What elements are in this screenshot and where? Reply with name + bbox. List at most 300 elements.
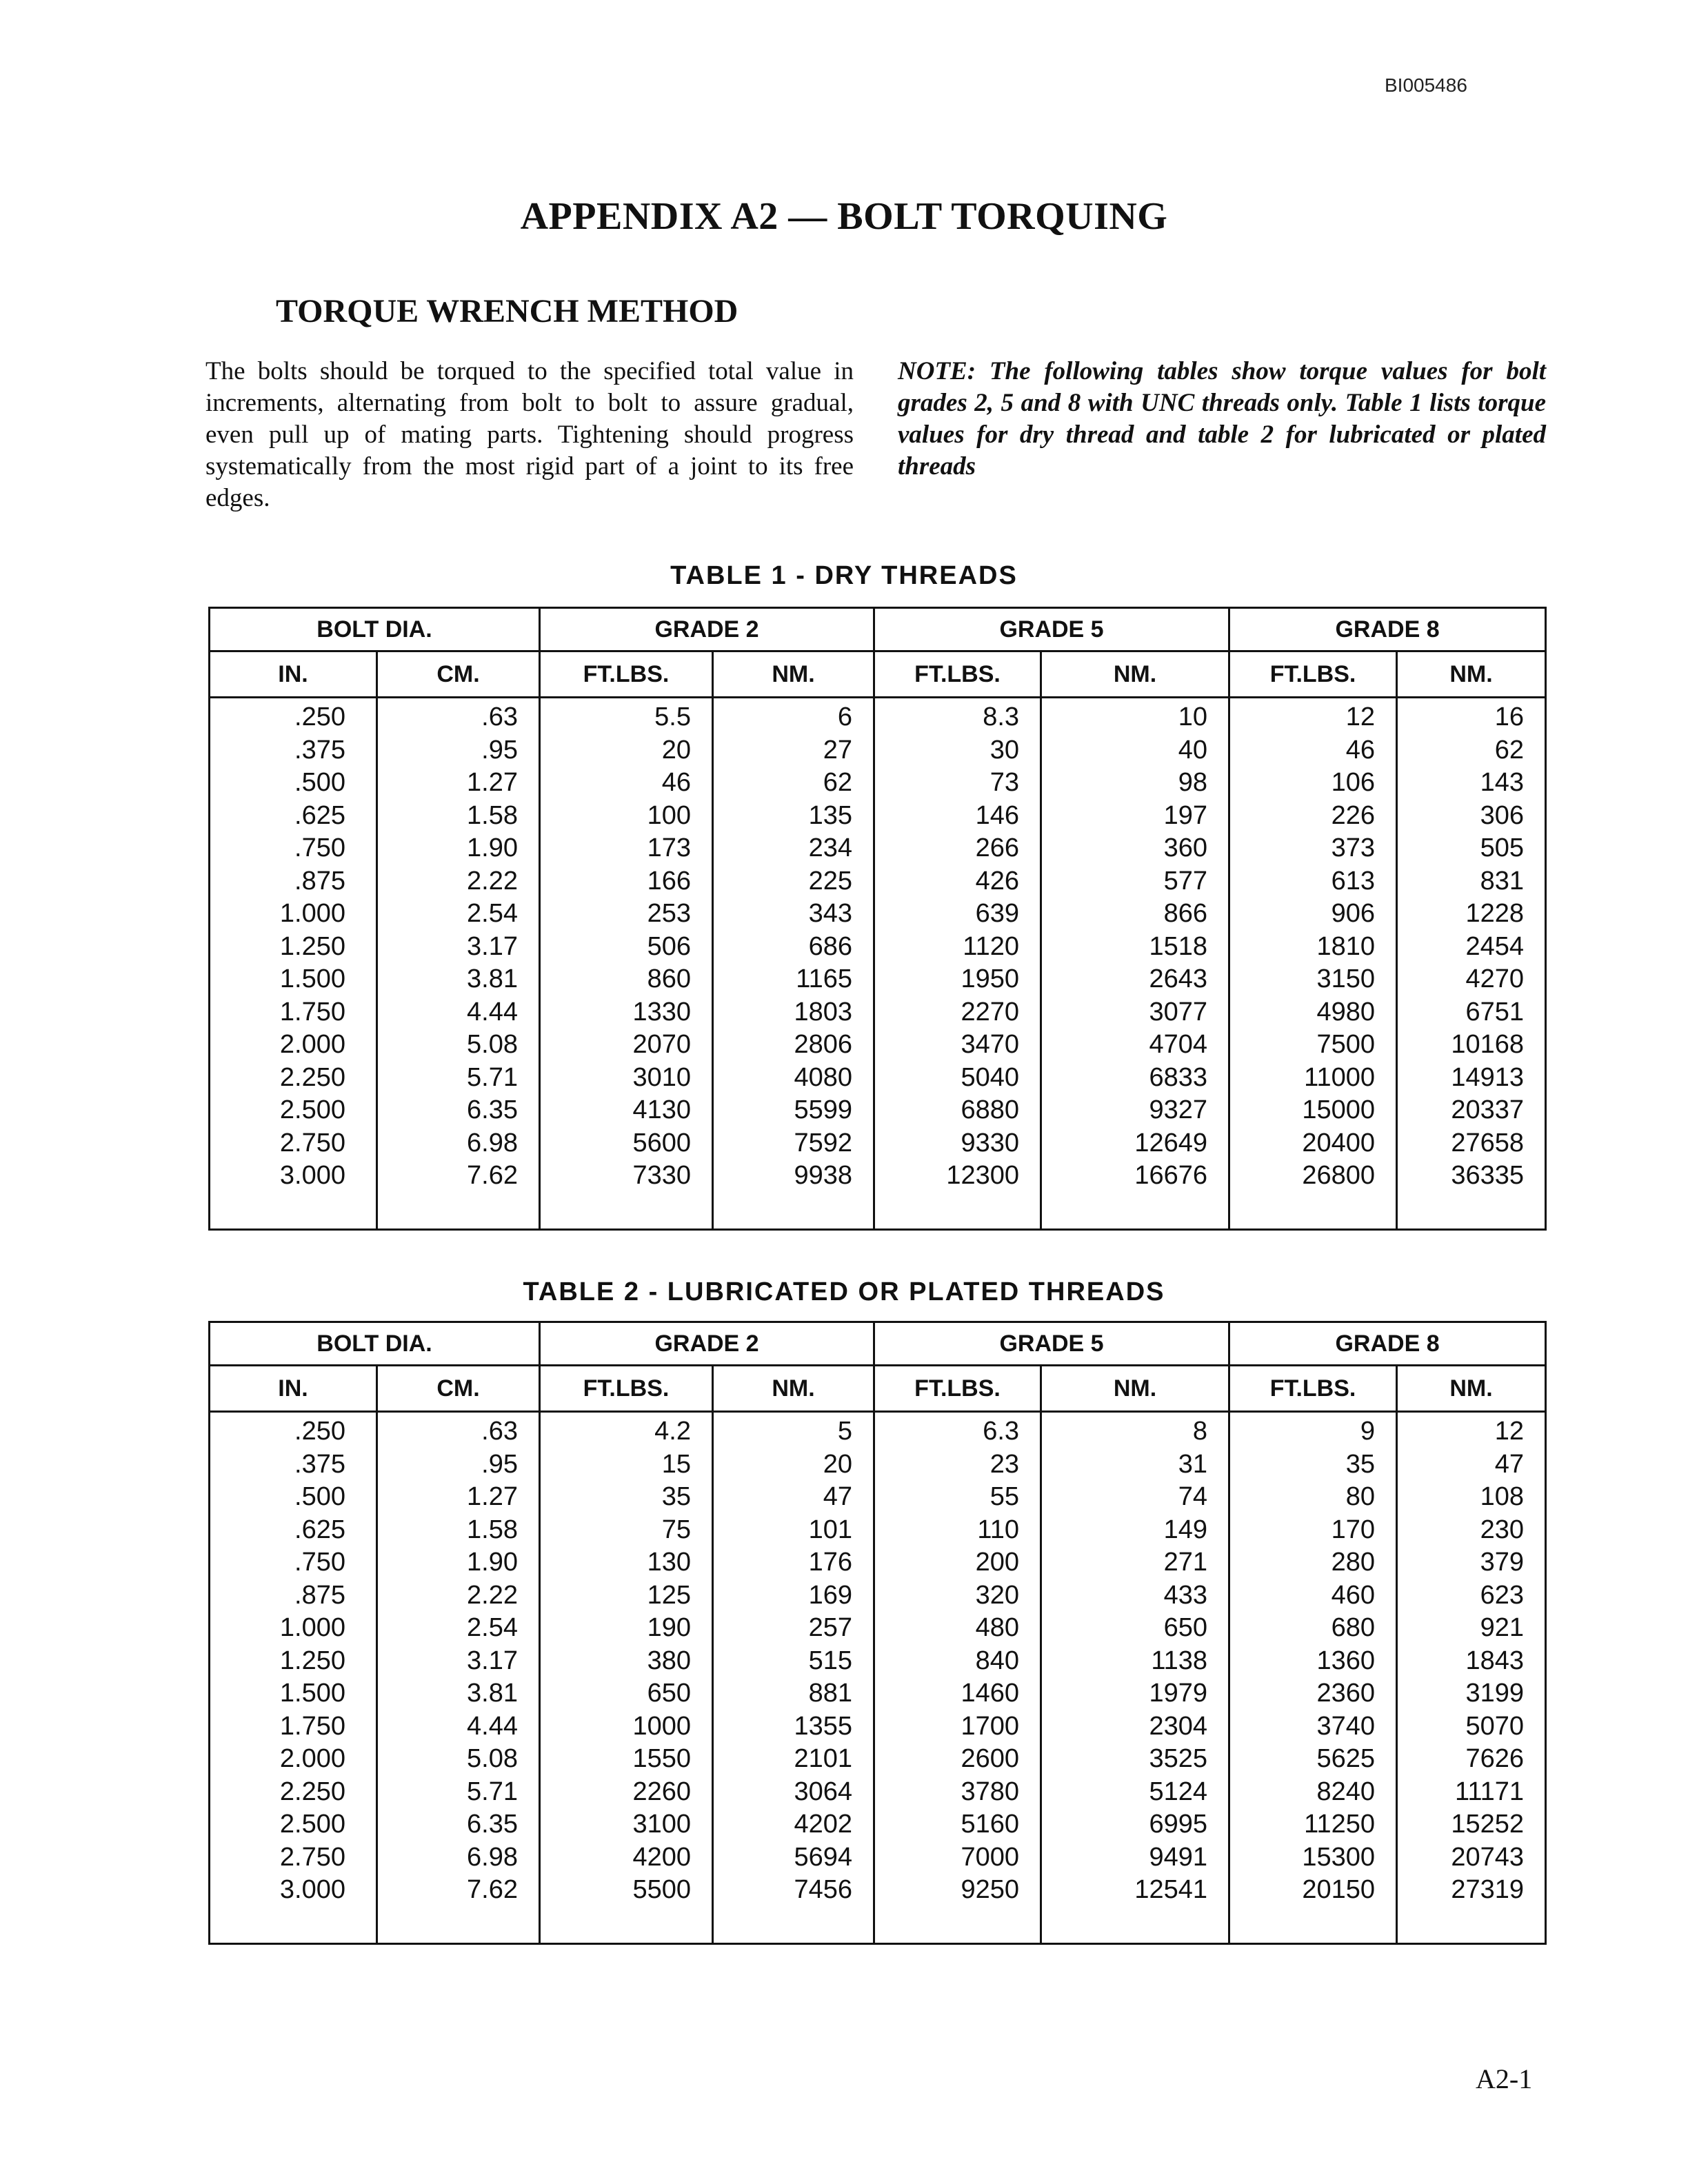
- in-cell: 3.000: [210, 1874, 377, 1943]
- grade5-ftlbs-cell: 146: [874, 800, 1041, 833]
- grade2-ftlbs-header: FT.LBS.: [540, 651, 713, 698]
- grade8-nm-cell: 623: [1397, 1579, 1546, 1612]
- grade8-nm-cell: 36335: [1397, 1160, 1546, 1229]
- in-cell: 2.750: [210, 1841, 377, 1874]
- grade2-ftlbs-cell: 130: [540, 1546, 713, 1579]
- grade5-ftlbs-cell: 2600: [874, 1743, 1041, 1776]
- grade2-nm-cell: 5694: [713, 1841, 874, 1874]
- table2-row: [210, 1481, 1546, 1514]
- in-cell: 3.000: [210, 1160, 377, 1229]
- grade8-header: GRADE 8: [1229, 1322, 1546, 1366]
- intro-paragraph: The bolts should be torqued to the specified total value in increments, alternating from bolt to bolt to assure gradual, even pull up of mating parts. Tightening should progress systematically from the most rigid part of a joint to its free edges.: [205, 357, 854, 512]
- cm-cell: 5.08: [377, 1743, 540, 1776]
- grade2-ftlbs-cell: 190: [540, 1612, 713, 1645]
- table1-row: [210, 963, 1546, 996]
- in-cell: 2.750: [210, 1127, 377, 1160]
- grade8-ftlbs-cell: 12: [1229, 701, 1397, 734]
- cm-cell: 4.44: [377, 996, 540, 1029]
- grade2-nm-cell: 62: [713, 767, 874, 800]
- cm-cell: 5.71: [377, 1776, 540, 1809]
- in-cell: 1.000: [210, 898, 377, 931]
- grade5-nm-cell: 360: [1041, 832, 1229, 865]
- in-cell: .750: [210, 832, 377, 865]
- cm-cell: 7.62: [377, 1160, 540, 1229]
- table2-row: [210, 1645, 1546, 1678]
- table1-row: [210, 1160, 1546, 1229]
- grade2-nm-cell: 20: [713, 1448, 874, 1482]
- grade5-nm-cell: 149: [1041, 1514, 1229, 1547]
- table1-row: [210, 996, 1546, 1029]
- grade2-ftlbs-cell: 4.2: [540, 1415, 713, 1448]
- grade8-nm-cell: 4270: [1397, 963, 1546, 996]
- grade8-ftlbs-cell: 8240: [1229, 1776, 1397, 1809]
- table1-row: [210, 898, 1546, 931]
- grade2-ftlbs-cell: 506: [540, 931, 713, 964]
- grade2-ftlbs-cell: 4200: [540, 1841, 713, 1874]
- grade2-ftlbs-cell: 5600: [540, 1127, 713, 1160]
- grade8-nm-cell: 306: [1397, 800, 1546, 833]
- table1-row: [210, 1127, 1546, 1160]
- table2-row: [210, 1808, 1546, 1841]
- grade8-nm-cell: 15252: [1397, 1808, 1546, 1841]
- grade8-nm-cell: 2454: [1397, 931, 1546, 964]
- in-cell: .750: [210, 1546, 377, 1579]
- grade2-nm-cell: 176: [713, 1546, 874, 1579]
- grade2-nm-cell: 47: [713, 1481, 874, 1514]
- grade2-nm-cell: 2806: [713, 1029, 874, 1062]
- grade8-ftlbs-cell: 280: [1229, 1546, 1397, 1579]
- grade5-ftlbs-cell: 426: [874, 865, 1041, 898]
- table2-row: [210, 1579, 1546, 1612]
- cm-cell: 3.17: [377, 1645, 540, 1678]
- grade5-nm-cell: 6833: [1041, 1062, 1229, 1095]
- grade2-ftlbs-cell: 35: [540, 1481, 713, 1514]
- cm-cell: .95: [377, 734, 540, 767]
- grade8-ftlbs-cell: 20400: [1229, 1127, 1397, 1160]
- grade8-ftlbs-cell: 613: [1229, 865, 1397, 898]
- grade8-ftlbs-cell: 4980: [1229, 996, 1397, 1029]
- in-cell: .250: [210, 701, 377, 734]
- grade5-nm-cell: 3077: [1041, 996, 1229, 1029]
- grade8-ftlbs-cell: 26800: [1229, 1160, 1397, 1229]
- grade5-nm-cell: 5124: [1041, 1776, 1229, 1809]
- grade5-ftlbs-cell: 320: [874, 1579, 1041, 1612]
- cm-cell: 2.54: [377, 1612, 540, 1645]
- document-id: BI005486: [1385, 74, 1467, 96]
- in-cell: 2.000: [210, 1743, 377, 1776]
- in-cell: .500: [210, 1481, 377, 1514]
- grade8-ftlbs-cell: 35: [1229, 1448, 1397, 1482]
- grade2-ftlbs-header: FT.LBS.: [540, 1366, 713, 1412]
- grade8-nm-cell: 11171: [1397, 1776, 1546, 1809]
- grade5-ftlbs-cell: 110: [874, 1514, 1041, 1547]
- grade2-nm-cell: 2101: [713, 1743, 874, 1776]
- grade2-nm-cell: 234: [713, 832, 874, 865]
- grade5-nm-cell: 40: [1041, 734, 1229, 767]
- page-number: A2-1: [1476, 2063, 1533, 2094]
- table1-row: [210, 701, 1546, 734]
- grade8-ftlbs-header: FT.LBS.: [1229, 1366, 1397, 1412]
- grade2-nm-cell: 7456: [713, 1874, 874, 1943]
- grade5-nm-cell: 12541: [1041, 1874, 1229, 1943]
- in-cell: 1.500: [210, 1677, 377, 1710]
- cm-cell: 3.81: [377, 1677, 540, 1710]
- grade8-nm-cell: 27658: [1397, 1127, 1546, 1160]
- cm-cell: 2.54: [377, 898, 540, 931]
- grade8-ftlbs-cell: 373: [1229, 832, 1397, 865]
- grade5-nm-cell: 31: [1041, 1448, 1229, 1482]
- grade5-ftlbs-cell: 266: [874, 832, 1041, 865]
- grade2-ftlbs-cell: 100: [540, 800, 713, 833]
- grade2-ftlbs-cell: 860: [540, 963, 713, 996]
- grade8-nm-cell: 3199: [1397, 1677, 1546, 1710]
- grade5-ftlbs-cell: 1120: [874, 931, 1041, 964]
- grade5-nm-header: NM.: [1041, 1366, 1229, 1412]
- grade5-nm-cell: 1979: [1041, 1677, 1229, 1710]
- section-heading: TORQUE WRENCH METHOD: [276, 293, 738, 330]
- grade8-ftlbs-cell: 680: [1229, 1612, 1397, 1645]
- in-cell: 2.500: [210, 1808, 377, 1841]
- grade2-ftlbs-cell: 173: [540, 832, 713, 865]
- grade2-nm-cell: 1803: [713, 996, 874, 1029]
- grade5-ftlbs-cell: 1460: [874, 1677, 1041, 1710]
- grade8-nm-cell: 20743: [1397, 1841, 1546, 1874]
- grade5-ftlbs-cell: 55: [874, 1481, 1041, 1514]
- table1-row: [210, 767, 1546, 800]
- lubricated-threads-table: [208, 1321, 1547, 1945]
- grade8-ftlbs-cell: 20150: [1229, 1874, 1397, 1943]
- cm-cell: 1.27: [377, 767, 540, 800]
- grade8-nm-cell: 143: [1397, 767, 1546, 800]
- grade5-nm-cell: 6995: [1041, 1808, 1229, 1841]
- grade8-nm-cell: 10168: [1397, 1029, 1546, 1062]
- in-cell: .375: [210, 1448, 377, 1482]
- cm-cell: 6.98: [377, 1841, 540, 1874]
- grade8-nm-cell: 62: [1397, 734, 1546, 767]
- in-cell: .500: [210, 767, 377, 800]
- cm-cell: 1.58: [377, 800, 540, 833]
- grade5-nm-cell: 197: [1041, 800, 1229, 833]
- grade2-ftlbs-cell: 253: [540, 898, 713, 931]
- grade2-nm-cell: 169: [713, 1579, 874, 1612]
- grade8-nm-cell: 379: [1397, 1546, 1546, 1579]
- grade8-ftlbs-cell: 906: [1229, 898, 1397, 931]
- grade8-nm-cell: 12: [1397, 1415, 1546, 1448]
- grade8-nm-cell: 47: [1397, 1448, 1546, 1482]
- grade2-nm-cell: 1355: [713, 1710, 874, 1743]
- cm-header: CM.: [377, 1366, 540, 1412]
- grade2-ftlbs-cell: 5500: [540, 1874, 713, 1943]
- in-cell: 1.500: [210, 963, 377, 996]
- grade2-ftlbs-cell: 380: [540, 1645, 713, 1678]
- grade8-ftlbs-cell: 80: [1229, 1481, 1397, 1514]
- grade8-nm-cell: 1843: [1397, 1645, 1546, 1678]
- grade2-ftlbs-cell: 3100: [540, 1808, 713, 1841]
- grade5-ftlbs-cell: 23: [874, 1448, 1041, 1482]
- table1-title: TABLE 1 - DRY THREADS: [670, 561, 1018, 590]
- grade8-ftlbs-cell: 7500: [1229, 1029, 1397, 1062]
- grade5-ftlbs-cell: 30: [874, 734, 1041, 767]
- grade8-nm-cell: 505: [1397, 832, 1546, 865]
- grade5-nm-cell: 8: [1041, 1415, 1229, 1448]
- table1-row: [210, 800, 1546, 833]
- grade8-nm-cell: 921: [1397, 1612, 1546, 1645]
- cm-cell: 1.90: [377, 1546, 540, 1579]
- cm-header: CM.: [377, 651, 540, 698]
- grade5-nm-cell: 433: [1041, 1579, 1229, 1612]
- grade5-ftlbs-cell: 6.3: [874, 1415, 1041, 1448]
- in-cell: .250: [210, 1415, 377, 1448]
- grade8-nm-cell: 5070: [1397, 1710, 1546, 1743]
- in-header: IN.: [210, 651, 377, 698]
- grade2-ftlbs-cell: 15: [540, 1448, 713, 1482]
- grade2-ftlbs-cell: 166: [540, 865, 713, 898]
- table2-row: [210, 1710, 1546, 1743]
- in-cell: 2.250: [210, 1062, 377, 1095]
- grade8-ftlbs-header: FT.LBS.: [1229, 651, 1397, 698]
- grade5-nm-cell: 866: [1041, 898, 1229, 931]
- cm-cell: 5.71: [377, 1062, 540, 1095]
- grade5-ftlbs-cell: 1950: [874, 963, 1041, 996]
- grade2-nm-cell: 881: [713, 1677, 874, 1710]
- table2-row: [210, 1612, 1546, 1645]
- grade5-ftlbs-header: FT.LBS.: [874, 651, 1041, 698]
- grade2-nm-cell: 101: [713, 1514, 874, 1547]
- grade2-ftlbs-cell: 46: [540, 767, 713, 800]
- in-cell: .625: [210, 800, 377, 833]
- in-cell: .875: [210, 865, 377, 898]
- grade5-ftlbs-cell: 5160: [874, 1808, 1041, 1841]
- grade5-nm-cell: 1138: [1041, 1645, 1229, 1678]
- grade8-nm-cell: 27319: [1397, 1874, 1546, 1943]
- grade8-nm-header: NM.: [1397, 651, 1546, 698]
- grade5-nm-cell: 12649: [1041, 1127, 1229, 1160]
- grade5-ftlbs-cell: 200: [874, 1546, 1041, 1579]
- cm-cell: .95: [377, 1448, 540, 1482]
- grade5-nm-cell: 16676: [1041, 1160, 1229, 1229]
- grade2-ftlbs-cell: 7330: [540, 1160, 713, 1229]
- grade5-nm-cell: 74: [1041, 1481, 1229, 1514]
- grade8-ftlbs-cell: 3150: [1229, 963, 1397, 996]
- table1-row: [210, 734, 1546, 767]
- grade8-ftlbs-cell: 5625: [1229, 1743, 1397, 1776]
- grade8-ftlbs-cell: 1810: [1229, 931, 1397, 964]
- grade2-nm-cell: 257: [713, 1612, 874, 1645]
- grade5-nm-cell: 9327: [1041, 1094, 1229, 1127]
- table2-title: TABLE 2 - LUBRICATED OR PLATED THREADS: [523, 1277, 1165, 1306]
- grade8-nm-cell: 230: [1397, 1514, 1546, 1547]
- grade8-nm-cell: 16: [1397, 701, 1546, 734]
- grade5-ftlbs-cell: 1700: [874, 1710, 1041, 1743]
- in-cell: 1.250: [210, 931, 377, 964]
- grade5-ftlbs-cell: 9330: [874, 1127, 1041, 1160]
- grade2-nm-cell: 515: [713, 1645, 874, 1678]
- grade5-ftlbs-cell: 2270: [874, 996, 1041, 1029]
- in-header: IN.: [210, 1366, 377, 1412]
- grade2-header: GRADE 2: [540, 608, 874, 651]
- grade2-nm-cell: 1165: [713, 963, 874, 996]
- table1-row: [210, 1029, 1546, 1062]
- cm-cell: 2.22: [377, 1579, 540, 1612]
- grade2-nm-cell: 135: [713, 800, 874, 833]
- grade2-nm-cell: 5599: [713, 1094, 874, 1127]
- grade5-header: GRADE 5: [874, 608, 1229, 651]
- grade2-ftlbs-cell: 75: [540, 1514, 713, 1547]
- grade2-nm-cell: 343: [713, 898, 874, 931]
- grade8-ftlbs-cell: 46: [1229, 734, 1397, 767]
- grade5-nm-cell: 98: [1041, 767, 1229, 800]
- grade5-nm-cell: 2643: [1041, 963, 1229, 996]
- cm-cell: 5.08: [377, 1029, 540, 1062]
- grade2-ftlbs-cell: 4130: [540, 1094, 713, 1127]
- table2-row: [210, 1514, 1546, 1547]
- grade5-nm-cell: 10: [1041, 701, 1229, 734]
- grade2-nm-header: NM.: [713, 1366, 874, 1412]
- grade2-ftlbs-cell: 125: [540, 1579, 713, 1612]
- cm-cell: .63: [377, 701, 540, 734]
- grade8-nm-cell: 7626: [1397, 1743, 1546, 1776]
- table2-row: [210, 1776, 1546, 1809]
- table2-row: [210, 1677, 1546, 1710]
- grade5-nm-cell: 577: [1041, 865, 1229, 898]
- table2-row: [210, 1448, 1546, 1482]
- in-cell: 1.250: [210, 1645, 377, 1678]
- cm-cell: 1.27: [377, 1481, 540, 1514]
- table1-row: [210, 931, 1546, 964]
- grade8-ftlbs-cell: 2360: [1229, 1677, 1397, 1710]
- grade8-nm-header: NM.: [1397, 1366, 1546, 1412]
- grade5-nm-cell: 9491: [1041, 1841, 1229, 1874]
- grade2-ftlbs-cell: 1330: [540, 996, 713, 1029]
- in-cell: .625: [210, 1514, 377, 1547]
- cm-cell: 4.44: [377, 1710, 540, 1743]
- grade5-ftlbs-cell: 7000: [874, 1841, 1041, 1874]
- grade5-nm-cell: 650: [1041, 1612, 1229, 1645]
- grade8-ftlbs-cell: 170: [1229, 1514, 1397, 1547]
- grade2-ftlbs-cell: 3010: [540, 1062, 713, 1095]
- grade2-nm-cell: 4080: [713, 1062, 874, 1095]
- grade2-nm-cell: 4202: [713, 1808, 874, 1841]
- grade8-ftlbs-cell: 15300: [1229, 1841, 1397, 1874]
- in-cell: 1.000: [210, 1612, 377, 1645]
- grade8-nm-cell: 20337: [1397, 1094, 1546, 1127]
- grade2-ftlbs-cell: 20: [540, 734, 713, 767]
- grade2-ftlbs-cell: 2070: [540, 1029, 713, 1062]
- table1-row: [210, 1094, 1546, 1127]
- grade8-ftlbs-cell: 1360: [1229, 1645, 1397, 1678]
- grade8-ftlbs-cell: 226: [1229, 800, 1397, 833]
- in-cell: .875: [210, 1579, 377, 1612]
- cm-cell: .63: [377, 1415, 540, 1448]
- grade2-nm-cell: 225: [713, 865, 874, 898]
- grade5-ftlbs-cell: 73: [874, 767, 1041, 800]
- grade5-nm-cell: 4704: [1041, 1029, 1229, 1062]
- grade8-ftlbs-cell: 3740: [1229, 1710, 1397, 1743]
- in-cell: 2.250: [210, 1776, 377, 1809]
- dry-threads-table: [208, 607, 1547, 1231]
- grade2-nm-cell: 6: [713, 701, 874, 734]
- grade2-nm-cell: 3064: [713, 1776, 874, 1809]
- grade8-nm-cell: 14913: [1397, 1062, 1546, 1095]
- cm-cell: 1.90: [377, 832, 540, 865]
- cm-cell: 6.35: [377, 1808, 540, 1841]
- in-cell: 1.750: [210, 1710, 377, 1743]
- grade5-nm-cell: 3525: [1041, 1743, 1229, 1776]
- cm-cell: 7.62: [377, 1874, 540, 1943]
- grade5-ftlbs-cell: 6880: [874, 1094, 1041, 1127]
- table2-row: [210, 1546, 1546, 1579]
- grade5-ftlbs-cell: 9250: [874, 1874, 1041, 1943]
- grade2-nm-cell: 27: [713, 734, 874, 767]
- grade2-nm-cell: 686: [713, 931, 874, 964]
- grade2-ftlbs-cell: 1000: [540, 1710, 713, 1743]
- grade5-ftlbs-cell: 840: [874, 1645, 1041, 1678]
- table2-row: [210, 1415, 1546, 1448]
- grade5-ftlbs-cell: 3780: [874, 1776, 1041, 1809]
- grade2-nm-cell: 9938: [713, 1160, 874, 1229]
- table2-row: [210, 1874, 1546, 1943]
- grade5-nm-cell: 2304: [1041, 1710, 1229, 1743]
- grade8-ftlbs-cell: 106: [1229, 767, 1397, 800]
- grade2-ftlbs-cell: 2260: [540, 1776, 713, 1809]
- grade5-ftlbs-cell: 12300: [874, 1160, 1041, 1229]
- table1-row: [210, 832, 1546, 865]
- cm-cell: 3.81: [377, 963, 540, 996]
- grade8-ftlbs-cell: 15000: [1229, 1094, 1397, 1127]
- table2-row: [210, 1743, 1546, 1776]
- cm-cell: 6.35: [377, 1094, 540, 1127]
- cm-cell: 2.22: [377, 865, 540, 898]
- grade2-ftlbs-cell: 650: [540, 1677, 713, 1710]
- table1-row: [210, 1062, 1546, 1095]
- grade5-ftlbs-header: FT.LBS.: [874, 1366, 1041, 1412]
- in-cell: 1.750: [210, 996, 377, 1029]
- grade8-nm-cell: 108: [1397, 1481, 1546, 1514]
- grade8-ftlbs-cell: 11250: [1229, 1808, 1397, 1841]
- page-title: APPENDIX A2 — BOLT TORQUING: [520, 195, 1168, 238]
- grade5-nm-cell: 271: [1041, 1546, 1229, 1579]
- grade8-nm-cell: 6751: [1397, 996, 1546, 1029]
- grade5-ftlbs-cell: 3470: [874, 1029, 1041, 1062]
- grade2-ftlbs-cell: 5.5: [540, 701, 713, 734]
- grade8-ftlbs-cell: 9: [1229, 1415, 1397, 1448]
- grade8-header: GRADE 8: [1229, 608, 1546, 651]
- grade2-nm-header: NM.: [713, 651, 874, 698]
- cm-cell: 1.58: [377, 1514, 540, 1547]
- table1-row: [210, 865, 1546, 898]
- grade2-header: GRADE 2: [540, 1322, 874, 1366]
- grade8-ftlbs-cell: 11000: [1229, 1062, 1397, 1095]
- grade2-nm-cell: 5: [713, 1415, 874, 1448]
- grade8-nm-cell: 831: [1397, 865, 1546, 898]
- note-paragraph: NOTE: The following tables show torque values for bolt grades 2, 5 and 8 with UNC threads only. Table 1 lists torque values for dry thread and table 2 for lubricated or plated threads: [898, 357, 1546, 481]
- grade5-nm-header: NM.: [1041, 651, 1229, 698]
- grade2-nm-cell: 7592: [713, 1127, 874, 1160]
- in-cell: .375: [210, 734, 377, 767]
- grade5-ftlbs-cell: 5040: [874, 1062, 1041, 1095]
- grade5-ftlbs-cell: 8.3: [874, 701, 1041, 734]
- grade2-ftlbs-cell: 1550: [540, 1743, 713, 1776]
- grade8-nm-cell: 1228: [1397, 898, 1546, 931]
- grade5-ftlbs-cell: 480: [874, 1612, 1041, 1645]
- grade5-ftlbs-cell: 639: [874, 898, 1041, 931]
- in-cell: 2.000: [210, 1029, 377, 1062]
- table2-row: [210, 1841, 1546, 1874]
- grade5-nm-cell: 1518: [1041, 931, 1229, 964]
- cm-cell: 6.98: [377, 1127, 540, 1160]
- grade8-ftlbs-cell: 460: [1229, 1579, 1397, 1612]
- cm-cell: 3.17: [377, 931, 540, 964]
